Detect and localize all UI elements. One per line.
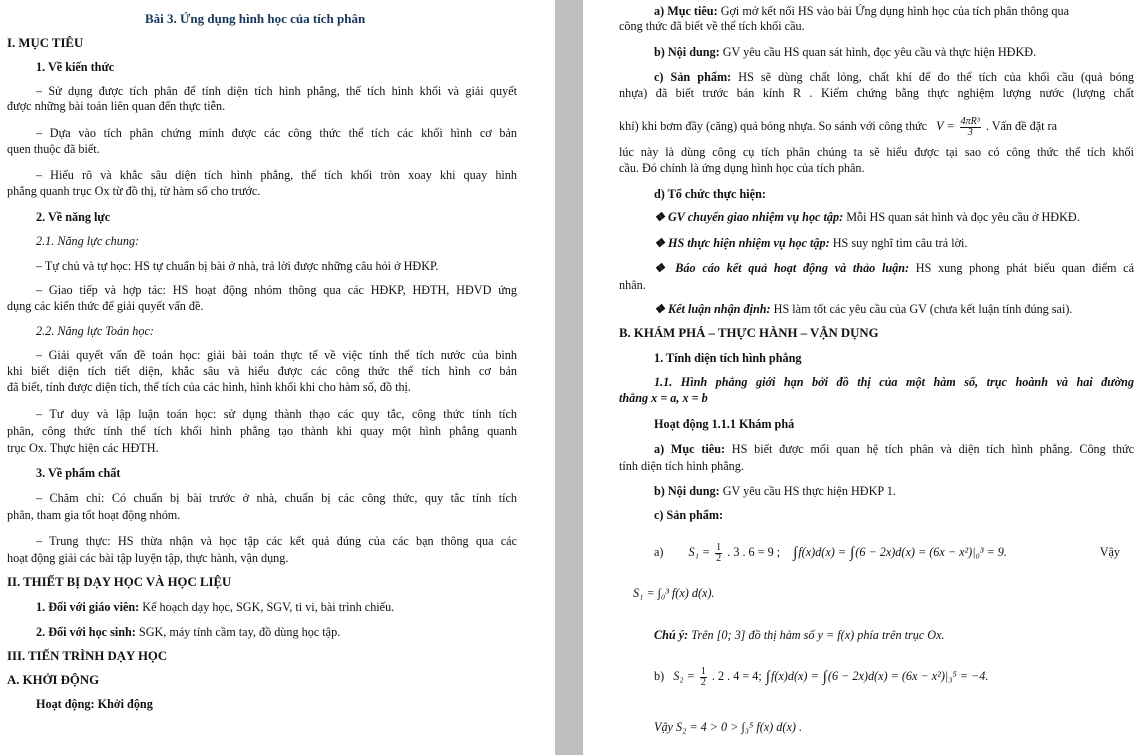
text-giao-vien: Kế hoạch dạy học, SGK, SGV, ti vi, bài trình chiếu.: [139, 600, 395, 614]
label-muc-tieu: a) Mục tiêu:: [654, 4, 718, 18]
paragraph-pham-chat-1-cont: phân, tham gia tốt hoạt động nhóm.: [7, 508, 181, 522]
paragraph-thiet-bi-gv: [36, 600, 394, 615]
heading-to-chuc: d) Tổ chức thực hiện:: [654, 187, 766, 201]
paragraph-san-pham-formula: [619, 112, 1057, 140]
heading-khoi-dong: A. KHỞI ĐỘNG: [7, 673, 100, 687]
math-a-s1: S₁ =: [688, 545, 711, 559]
bullet-gv-chuyen-giao: [654, 210, 1080, 225]
paragraph-nang-luc-toan-2-cont: phân, công thức tính thể tích khối hình phẳng tạo thành khi quay một hình phẳng quanh: [7, 424, 517, 438]
heading-kham-pha: B. KHÁM PHÁ – THỰC HÀNH – VẬN DỤNG: [619, 326, 879, 340]
text-gv-chuyen-giao: Mỗi HS quan sát hình và đọc yêu cầu ở HĐKĐ.: [843, 210, 1080, 224]
text-muc-tieu: Gợi mở kết nối HS vào bài Ứng dụng hình học của tích phân thông qua: [717, 4, 1069, 18]
math-a-int2: (6 − 2x)d(x) = (6x − x²)|₀³ = 9.: [855, 545, 1007, 559]
paragraph-san-pham-cont: nhựa) đã biết trước bán kính R . Kiểm chứng bằng thực nghiệm lượng nước (lượng chất: [619, 86, 1134, 100]
formula-sphere-volume: [960, 117, 981, 138]
math-a-label: a): [654, 545, 664, 559]
math-b-rest: . 2 . 4 = 4;: [711, 669, 762, 683]
math-b-int1: f(x)d(x) =: [770, 669, 819, 683]
math-line-b: [654, 660, 988, 692]
paragraph-kien-thuc-1: – Sử dụng được tích phân để tính diện tích hình phẳng, thể tích hình khối và giải quyết: [36, 84, 517, 98]
integral-sign-icon: ∫: [765, 669, 770, 686]
paragraph-muc-tieu-cont: công thức đã biết về thể tích khối cầu.: [619, 19, 805, 33]
formula-numerator: 4πR³: [960, 115, 980, 127]
paragraph-hd-muc-tieu: [654, 442, 1134, 457]
paragraph-hd-noi-dung: [654, 484, 896, 499]
label-chu-y: Chú ý:: [654, 628, 689, 642]
heading-hoat-dong-1-1-1: Hoạt động 1.1.1 Khám phá: [654, 417, 795, 431]
heading-nang-luc: 2. Về năng lực: [36, 210, 111, 224]
math-b-int2: (6 − 2x)d(x) = (6x − x²)|₃⁵ = −4.: [827, 669, 989, 683]
paragraph-nang-luc-toan-1-cont: khi biết diện tích tiết diện, khắc sâu và hiểu được các công thức thể tích hình cơ bản: [7, 364, 517, 378]
heading-tinh-dien-tich: 1. Tính diện tích hình phẳng: [654, 351, 802, 365]
paragraph-nang-luc-toan-1: – Giải quyết vấn đề toán học: giải bài toán thực tế về việc tính thể tích nước của bình: [36, 348, 517, 362]
paragraph-pham-chat-2: – Trung thực: HS thừa nhận và học tập các kết quả đúng của các bạn thông qua các: [36, 534, 517, 548]
math-a-rest: . 3 . 6 = 9 ;: [727, 545, 781, 559]
text-bao-cao: HS xung phong phát biểu quan điểm cá: [909, 261, 1134, 275]
document-page-right: [583, 0, 1145, 755]
math-line-a: [654, 536, 1134, 568]
text-hd-noi-dung: GV yêu cầu HS thực hiện HĐKP 1.: [719, 484, 896, 498]
heading-nang-luc-chung: 2.1. Năng lực chung:: [36, 234, 140, 248]
label-hs-thuc-hien: ❖ HS thực hiện nhiệm vụ học tập:: [654, 236, 830, 250]
heading-kien-thuc: 1. Về kiến thức: [36, 60, 115, 74]
paragraph-san-pham: [654, 70, 1134, 85]
paragraph-kien-thuc-1-cont: được những bài toán liên quan đến thực tiễn.: [7, 99, 226, 113]
paragraph-muc-tieu: [654, 4, 1069, 19]
text-ket-luan: HS làm tốt các yêu cầu của GV (chưa kết luận tính đúng sai).: [770, 302, 1073, 316]
text-san-pham-c1: khí) khi bơm đầy (căng) quả bóng nhựa. So sánh với công thức: [619, 119, 928, 133]
formula-denominator: 3: [967, 126, 973, 138]
heading-tien-trinh: III. TIẾN TRÌNH DẠY HỌC: [7, 649, 168, 663]
paragraph-nang-luc-toan-2-end: trục Ox. Thực hiện các HĐTH.: [7, 441, 159, 455]
heading-hd-san-pham: c) Sản phẩm:: [654, 508, 724, 522]
heading-muc-tieu: I. MỤC TIÊU: [7, 36, 84, 50]
label-gv-chuyen-giao: ❖ GV chuyển giao nhiệm vụ học tập:: [654, 210, 844, 224]
label-hd-noi-dung: b) Nội dung:: [654, 484, 720, 498]
paragraph-kien-thuc-3-cont: phẳng quanh trục Ox từ đồ thị, từ hàm số cho trước.: [7, 184, 261, 198]
text-chu-y: Trên [0; 3] đồ thị hàm số y = f(x) phía trên trục Ox.: [688, 628, 945, 642]
label-bao-cao: ❖ Báo cáo kết quả hoạt động và thảo luận:: [654, 261, 910, 275]
math-b-half: [700, 667, 707, 688]
paragraph-thiet-bi-hs: [36, 625, 340, 640]
bullet-bao-cao-cont: nhân.: [619, 278, 646, 292]
paragraph-pham-chat-2-cont: hoạt động giải các bài tập luyện tập, thực hành, vận dụng.: [7, 551, 289, 565]
paragraph-nang-luc-toan-2: – Tư duy và lập luận toán học: sử dụng thành thạo các quy tắc, công thức tính tích: [36, 407, 517, 421]
heading-1-1-cont: thẳng x = a, x = b: [619, 391, 708, 405]
label-hd-muc-tieu: a) Mục tiêu:: [654, 442, 726, 456]
label-san-pham: c) Sản phẩm:: [654, 70, 732, 84]
paragraph-san-pham-e: cầu. Đó chính là ứng dụng hình học của tích phân.: [619, 161, 865, 175]
math-a-half-num: 1: [716, 541, 722, 553]
paragraph-nang-luc-2-cont: dụng các kiến thức để giải quyết vấn đề.: [7, 299, 204, 313]
math-a-vay: Vậy: [1099, 545, 1120, 559]
math-s2-conclusion: Vậy S₂ = 4 > 0 > ∫₃⁵ f(x) d(x) .: [654, 720, 802, 734]
heading-thiet-bi: II. THIẾT BỊ DẠY HỌC VÀ HỌC LIỆU: [7, 575, 232, 589]
text-san-pham: HS sẽ dùng chất lỏng, chất khí để đo thể tích của khối cầu (quả bóng: [731, 70, 1135, 84]
math-s1-integral: S₁ = ∫₀³ f(x) d(x).: [633, 586, 715, 600]
bullet-bao-cao: [654, 261, 1134, 276]
bullet-ket-luan: [654, 302, 1072, 317]
paragraph-nang-luc-2: – Giao tiếp và hợp tác: HS hoạt động nhóm thông qua các HĐKP, HĐTH, HĐVD ứng: [36, 283, 517, 297]
paragraph-san-pham-d: lúc này là dùng công cụ tích phân chúng ta sẽ hiểu được tại sao có công thức thể tích khối: [619, 145, 1134, 159]
heading-pham-chat: 3. Về phẩm chất: [36, 466, 121, 480]
text-noi-dung: GV yêu cầu HS quan sát hình, đọc yêu cầu và thực hiện HĐKĐ.: [719, 45, 1037, 59]
paragraph-pham-chat-1: – Chăm chỉ: Có chuẩn bị bài trước ở nhà, chuẩn bị các công thức, quy tắc tính tích: [36, 491, 517, 505]
math-b-half-num: 1: [700, 665, 706, 677]
text-hoc-sinh: SGK, máy tính cầm tay, đồ dùng học tập.: [135, 625, 341, 639]
text-hd-muc-tieu: HS biết được mối quan hệ tích phân và diện tích hình phẳng. Công thức: [725, 442, 1134, 456]
heading-nang-luc-toan: 2.2. Năng lực Toán học:: [36, 324, 154, 338]
math-b-label: b): [654, 669, 665, 683]
heading-hoat-dong-khoi-dong: Hoạt động: Khởi động: [36, 697, 153, 711]
integral-sign-icon: ∫: [822, 669, 827, 686]
paragraph-kien-thuc-2: – Dựa vào tích phân chứng minh được các công thức thể tích các khối hình cơ bản: [36, 126, 517, 140]
label-giao-vien: 1. Đối với giáo viên:: [36, 600, 140, 614]
text-san-pham-c2: . Vấn đề đặt ra: [985, 119, 1058, 133]
math-b-half-den: 2: [700, 676, 706, 688]
label-ket-luan: ❖ Kết luận nhận định:: [654, 302, 771, 316]
paragraph-nang-luc-toan-1-end: đã biết, tính được diện tích, thể tích của các hình, hình khối khi cho hàm số, đồ thị.: [7, 380, 411, 394]
paragraph-noi-dung: [654, 45, 1036, 60]
paragraph-kien-thuc-3: – Hiểu rõ và khắc sâu diện tích hình phẳng, thể tích khối tròn xoay khi quay hình: [36, 168, 517, 182]
integral-sign-icon: ∫: [793, 545, 798, 562]
bullet-hs-thuc-hien: [654, 236, 967, 251]
lesson-title: Bài 3. Ứng dụng hình học của tích phân: [145, 11, 366, 26]
math-a-half-den: 2: [716, 552, 722, 564]
integral-sign-icon: ∫: [850, 545, 855, 562]
paragraph-nang-luc-1: – Tự chủ và tự học: HS tự chuẩn bị bài ở nhà, trả lời được những câu hỏi ở HĐKP.: [36, 259, 439, 273]
math-b-s2: S₂ =: [673, 669, 695, 683]
heading-1-1: 1.1. Hình phẳng giới hạn bởi đồ thị của một hàm số, trục hoành và hai đường: [654, 375, 1134, 389]
math-a-int1: f(x)d(x) =: [798, 545, 847, 559]
label-noi-dung: b) Nội dung:: [654, 45, 720, 59]
paragraph-chu-y: [654, 628, 945, 643]
document-page-left: [0, 0, 555, 755]
label-hoc-sinh: 2. Đối với học sinh:: [36, 625, 136, 639]
math-a-half: [715, 543, 722, 564]
text-hs-thuc-hien: HS suy nghĩ tìm câu trả lời.: [829, 236, 968, 250]
paragraph-hd-muc-tieu-cont: tính diện tích hình phẳng.: [619, 459, 744, 473]
paragraph-kien-thuc-2-cont: quen thuộc đã biết.: [7, 142, 100, 156]
formula-v: V =: [936, 119, 955, 133]
